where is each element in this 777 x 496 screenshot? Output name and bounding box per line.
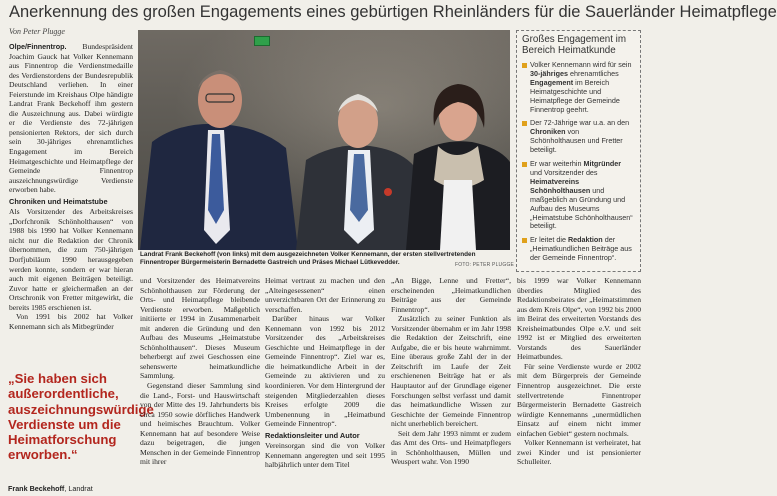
byline: Von Peter Plugge — [9, 27, 65, 36]
paragraph: bis 1999 war Volker Kennemann überdies Mitglied des Redaktionsbeirates der „Heimatstimmen aus dem Kreis Olpe“, von 1992 bis 2000 im Beirat des erweiterten Vorstands des Kreisheimatbundes Olpe e.V. und seit 1992 ist er Mitglied des erweiterten Vorstands des Sauerländer Heimatbundes. — [517, 276, 641, 362]
dateline: Olpe/Finnentrop. — [9, 42, 67, 51]
paragraph: Von 1991 bis 2002 hat Volker Kennemann sich als Mitbegründer — [9, 312, 133, 331]
quote-source-name: Frank Beckehoff — [8, 484, 65, 493]
quote-source-role: , Landrat — [64, 484, 93, 493]
article-column-4 — [391, 276, 511, 467]
info-box-item: Der 72-Jährige war u.a. an den Chroniken von Schönholthausen und Fretter beteiligt. — [522, 119, 635, 155]
paragraph: Für seine Verdienste wurde er 2002 mit dem Bürgerpreis der Gemeinde Finnentrop ausgezeichnet. Die erste stellvertretende Finnentroper Bürgermeisterin Bernadette Gastreich würdigte Kennemanns „unermüdlichen Einsatz auf einem nicht immer einfachen Gebiet“ gestern nochmals. — [517, 361, 641, 438]
subheading-redaktion: Redaktionsleiter und Autor — [265, 430, 360, 440]
lead-paragraph — [9, 42, 133, 195]
info-box-title: Großes Engagement im Bereich Heimatkunde — [522, 34, 627, 56]
paragraph: Als Vorsitzender des Arbeitskreises „Dorfchronik Schönholthausen“ von 1988 bis 1990 hat Volker Kennemann nicht nur die Redaktion der Chronik übernommen, die zum 750-jährigen Dorfjubiläum 1990 herausgegeben werden konnte, sondern er war hieran auch mit eigenen Beiträgen beteiligt. Zuvor hatte er gleichermaßen an der Ortschronik von Fretter mitgewirkt, die bereits 1985 erschienen ist. — [9, 207, 133, 312]
info-box-item: Er war weiterhin Mitgründer und Vorsitzender des Heimatvereins Schönholthausen und maßgeblich an Gründung und Aufbau des Museums „Heimatstube Schönholthausen“ beteiligt. — [522, 160, 635, 231]
article-column-2 — [140, 276, 260, 467]
paragraph: Heimat vertraut zu machen und den „Alteingesessenen“ einen unverzichtbaren Ort der Erinnerung zu verschaffen. — [265, 276, 385, 314]
article-column-5 — [517, 276, 641, 467]
paragraph: und Vorsitzender des Heimatvereins Schönholthausen zur Förderung der Orts- und Heimatpflege bleibende Verdienste erworben. Maßgeblich initiierte er 1994 in Zusammenarbeit mit anderen die Gründung und den Aufbau des Museums „Heimatstube Schönholthausen“. Dieses Museum beherbergt auf zwei Geschossen eine sehenswerte heimatkundliche Sammlung. — [140, 276, 260, 381]
paragraph: Gegenstand dieser Sammlung sind die Land-, Forst- und Hauswirtschaft von der Mitte des 19. Jahrhunderts bis circa 1950 sowie dörfliches Handwerk und heimisches Brauchtum. Volker Kennemann hat auf besondere Weise dazu beigetragen, die jungen Menschen in der Gemeinde Finnentrop mit ihrer — [140, 381, 260, 467]
paragraph: „An Bigge, Lenne und Fretter“, erscheinenden „Heimatkundlichen Beiträge aus der Gemeinde Finnentrop“. — [391, 276, 511, 314]
info-box-item: Er leitet die Redaktion der „Heimatkundlichen Beiträge aus der Gemeinde Finnentrop“. — [522, 236, 635, 263]
paragraph: Zusätzlich zu seiner Funktion als Vorsitzender übernahm er im Jahr 1998 die Redaktion der Zeitschrift, eine Aufgabe, die er bis heute wahrnimmt. Eine überaus große Zahl der in der Zeitschrift im Laufe der Zeit erschienenen Beiträge hat er als Hauptautor auf der Grundlage eigener Forschungen selbst verfasst und damit das heimatkundliche Wissen zur Geschichte der Gemeinde Finnentrop nicht unerheblich bereichert. — [391, 314, 511, 429]
person-buergermeisterin — [406, 84, 510, 250]
quote-source — [8, 484, 93, 493]
paragraph: Darüber hinaus war Volker Kennemann von 1992 bis 2012 Vorsitzender des „Arbeitskreises Geschichte und Heimatpflege in der Gemeinde Finnentrop“. Ziel war es, die heimatkundliche Arbeit in der Gemeinde zu aktivieren und zu koordinieren. Vor dem Hintergrund der steigenden Mitgliederzahlen dieses Kreises erfolgte 2009 die Umbenennung in „Heimatbund Gemeinde Finnentrop“. — [265, 314, 385, 429]
paragraph: Volker Kennemann ist verheiratet, hat zwei Kinder und ist pensionierter Schulleiter. — [517, 438, 641, 467]
photo-people-illustration — [138, 30, 510, 250]
paragraph: Seit dem Jahr 1993 nimmt er zudem das Amt des Orts- und Heimatpflegers in Schönholthausen, Müllen und Weuspert wahr. Von 1990 — [391, 428, 511, 467]
info-box — [516, 30, 641, 272]
photo-credit: FOTO: PETER PLUGGE — [455, 262, 515, 268]
article-column-3 — [265, 276, 385, 470]
person-honoree — [296, 94, 420, 250]
article-column-1 — [9, 42, 133, 331]
subheading-chroniken: Chroniken und Heimatstube — [9, 196, 108, 206]
pull-quote: „Sie haben sich außerordentliche, auszeichnungswürdige Verdienste um die Heimatforschung erworben.“ — [8, 371, 154, 463]
article-photo — [138, 30, 510, 250]
paragraph: Vereinsorgan sind die von Volker Kennemann angeregten und seit 1995 halbjährlich unter dem Titel — [265, 441, 385, 470]
lead-text: Bundespräsident Joachim Gauck hat Volker Kennemann aus Finnentrop die Verdienstmedaille des Verdienstordens der Bundesrepublik Deutschland verliehen. In einer Feierstunde im Kreishaus Olpe händigte Landrat Frank Beckehoff ihm gestern die Auszeichnung aus. Dabei würdigte er die Verdienste des 72-jährigen pensionierten Rektors, der sich durch sein 30-jähriges ehrenamtliches Engagement im Bereich Heimatgeschichte und Heimatpflege der Gemeinde Finnentrop auszeichnungswürdige Verdienste erworben habe. — [9, 42, 133, 195]
photo-caption: Landrat Frank Beckehoff (von links) mit dem ausgezeichneten Volker Kennemann, der ersten stellvertretenden Finnentroper Bürgermeisterin Bernadette Gastreich und Präses Michael Lütkevedder. — [140, 251, 476, 267]
info-box-item: Volker Kennemann wird für sein 30-jähriges ehrenamtliches Engagement im Bereich Heimatgeschichte und Heimatpflege der Gemeinde Finnentrop geehrt. — [522, 61, 635, 114]
headline: Anerkennung des großen Engagements eines gebürtigen Rheinländers für die Sauerländer Heimatpflege — [9, 3, 777, 21]
person-landrat — [140, 70, 298, 250]
